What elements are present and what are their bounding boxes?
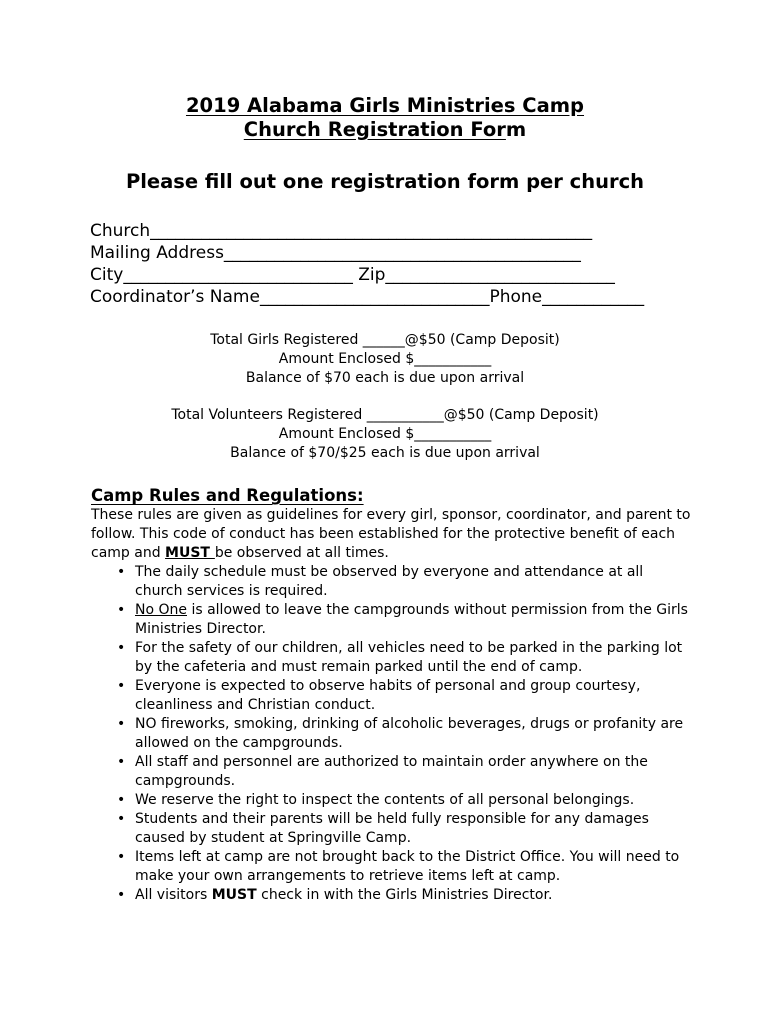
rule-text: For the safety of our children, all vehicles need to be parked in the parking lot by the cafeteria and must remain parked until the end of camp. — [135, 640, 683, 675]
bullet-icon: • — [117, 811, 126, 827]
bullet-icon: • — [117, 792, 126, 808]
list-item — [91, 601, 691, 639]
list-item — [91, 563, 691, 601]
list-item — [91, 677, 691, 715]
girls-registered[interactable]: Total Girls Registered ______@$50 (Camp Deposit) — [210, 332, 560, 348]
form-instruction: Please fill out one registration form per church — [125, 170, 645, 193]
rule-text: check in with the Girls Ministries Director. — [256, 887, 553, 903]
volunteers-totals — [0, 406, 770, 463]
bullet-icon: • — [117, 678, 126, 694]
rule-text: Students and their parents will be held fully responsible for any damages caused by student at Springville Camp. — [135, 811, 649, 846]
bullet-icon: • — [117, 640, 126, 656]
rules-intro — [91, 506, 691, 563]
rule-text: We reserve the right to inspect the contents of all personal belongings. — [135, 792, 635, 808]
mailing-address-field[interactable]: Mailing Address__________________________________________ — [90, 243, 581, 263]
rule-text: Everyone is expected to observe habits of personal and group courtesy, cleanliness and Christian conduct. — [135, 678, 641, 713]
rule-text: The daily schedule must be observed by everyone and attendance at all church services is required. — [135, 564, 644, 599]
rules-intro-must: MUST — [165, 545, 215, 561]
title-line-2 — [0, 118, 770, 142]
city-zip-field[interactable]: City___________________________ Zip___________________________ — [90, 265, 615, 285]
rule-text-emphasis: MUST — [211, 887, 257, 903]
bullet-icon: • — [117, 887, 126, 903]
rules-heading: Camp Rules and Regulations: — [91, 486, 364, 505]
list-item — [91, 886, 691, 905]
bullet-icon: • — [117, 564, 126, 580]
coordinator-phone-field[interactable]: Coordinator’s Name___________________________Phone____________ — [90, 287, 645, 307]
rules-list — [91, 563, 691, 905]
title-line-2-underlined: Church Registration For — [243, 118, 506, 141]
list-item — [91, 810, 691, 848]
rules-intro-text: These rules are given as guidelines for every girl, sponsor, coordinator, and parent to follow. This code of conduct has been established for the protective benefit of each camp and — [91, 507, 691, 561]
list-item — [91, 753, 691, 791]
bullet-icon: • — [117, 716, 126, 732]
girls-amount-enclosed[interactable]: Amount Enclosed $___________ — [278, 351, 492, 367]
title-line-2-rest: m — [505, 118, 527, 141]
registration-fields — [90, 220, 680, 308]
bullet-icon: • — [117, 602, 126, 618]
rule-text: Items left at camp are not brought back to the District Office. You will need to make your own arrangements to retrieve items left at camp. — [135, 849, 680, 884]
volunteers-amount-enclosed[interactable]: Amount Enclosed $___________ — [278, 426, 492, 442]
title-line-1: 2019 Alabama Girls Ministries Camp — [185, 94, 585, 117]
volunteers-balance-note: Balance of $70/$25 each is due upon arrival — [230, 445, 540, 461]
list-item — [91, 848, 691, 886]
rule-text: is allowed to leave the campgrounds without permission from the Girls Ministries Director. — [135, 602, 688, 637]
form-title — [0, 94, 770, 142]
rule-text: All visitors — [135, 887, 212, 903]
rule-text-emphasis: No One — [135, 602, 187, 618]
list-item — [91, 715, 691, 753]
bullet-icon: • — [117, 849, 126, 865]
girls-totals — [0, 331, 770, 388]
rule-text: NO fireworks, smoking, drinking of alcoholic beverages, drugs or profanity are allowed on the campgrounds. — [135, 716, 684, 751]
church-field[interactable]: Church____________________________________________________ — [90, 221, 593, 241]
list-item — [91, 791, 691, 810]
rule-text: All staff and personnel are authorized to maintain order anywhere on the campgrounds. — [135, 754, 648, 789]
rules-intro-end: be observed at all times. — [214, 545, 389, 561]
list-item — [91, 639, 691, 677]
bullet-icon: • — [117, 754, 126, 770]
girls-balance-note: Balance of $70 each is due upon arrival — [245, 370, 525, 386]
volunteers-registered[interactable]: Total Volunteers Registered ___________@$50 (Camp Deposit) — [171, 407, 599, 423]
